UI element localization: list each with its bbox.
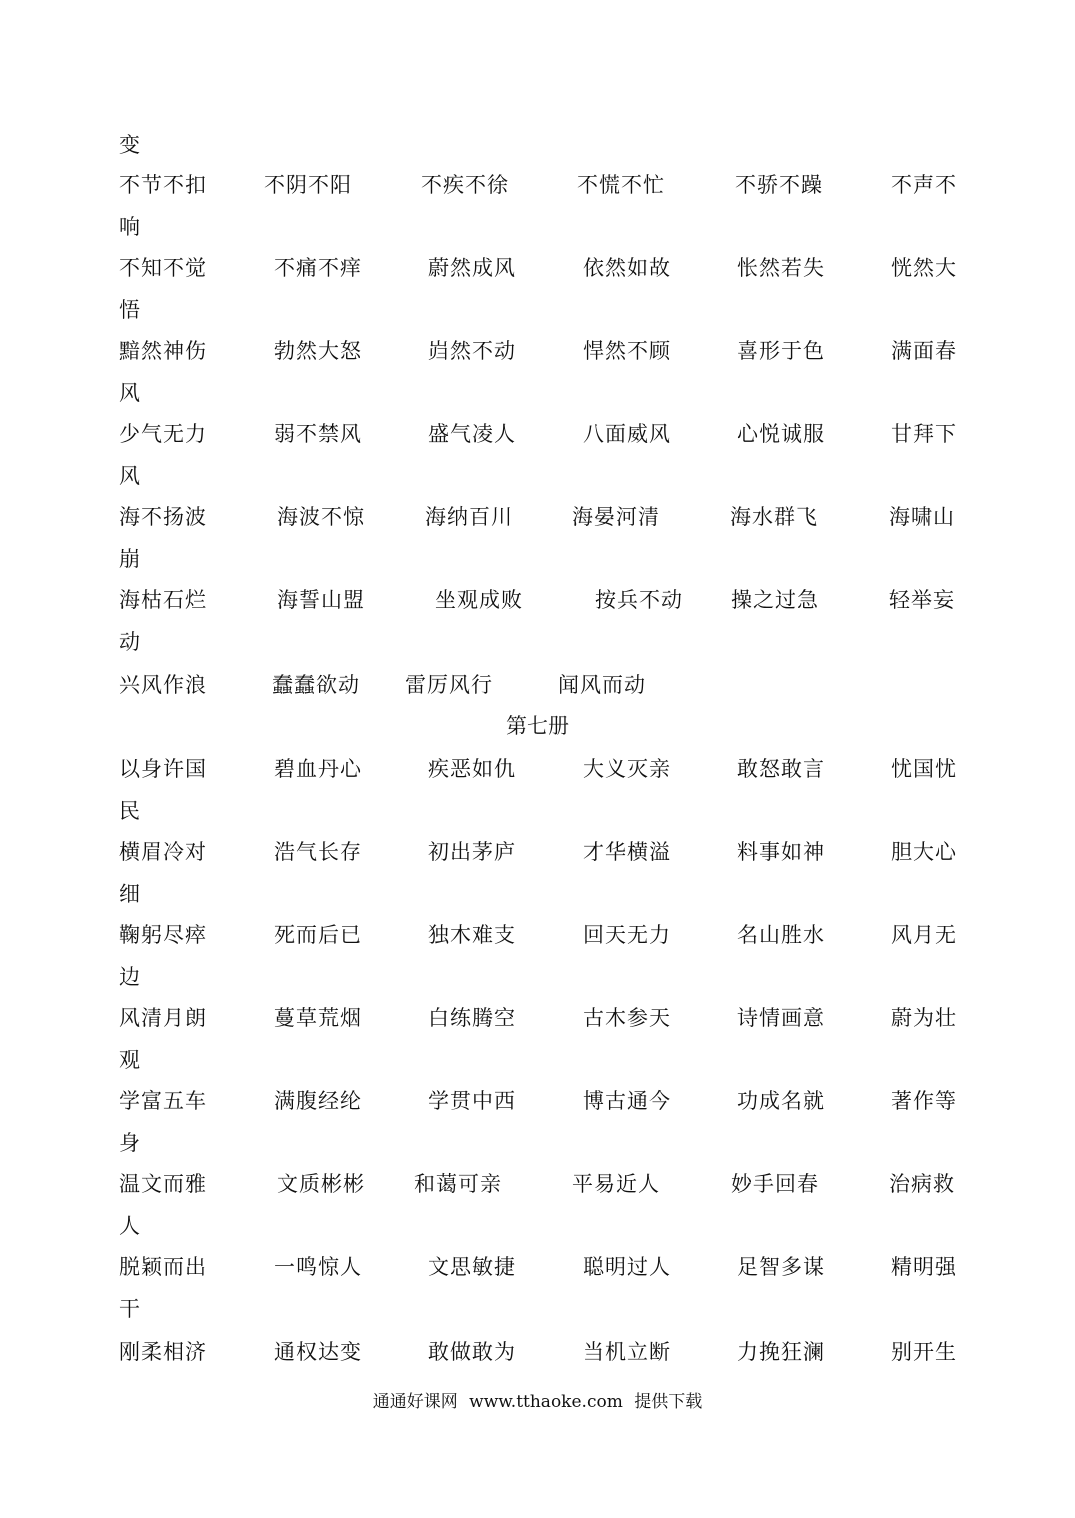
- idiom-word: 温文而雅: [119, 1172, 207, 1196]
- carry-char: 风: [119, 381, 141, 405]
- idiom-word: 海纳百川: [425, 505, 513, 529]
- footer-suffix: 提供下载: [634, 1392, 703, 1412]
- carry-line: [0, 957, 1075, 997]
- idiom-word: 敢做敢为: [428, 1340, 516, 1364]
- footer-url: www.tthaoke.com: [469, 1392, 623, 1412]
- idiom-word: 海誓山盟: [277, 588, 365, 612]
- carry-line: [0, 290, 1075, 330]
- idiom-word: 风月无: [891, 923, 957, 947]
- idiom-word: 少气无力: [119, 422, 207, 446]
- idiom-word: 不声不: [891, 173, 957, 197]
- idiom-word: 蔓草荒烟: [274, 1006, 362, 1030]
- idiom-row: [0, 248, 1075, 288]
- idiom-word: 别开生: [891, 1340, 957, 1364]
- idiom-word: 不痛不痒: [274, 256, 362, 280]
- idiom-word: 白练腾空: [428, 1006, 516, 1030]
- idiom-word: 悍然不顾: [583, 339, 671, 363]
- idiom-word: 胆大心: [891, 840, 957, 864]
- idiom-word: 文质彬彬: [277, 1172, 365, 1196]
- idiom-word: 操之过急: [731, 588, 819, 612]
- idiom-row: [0, 1247, 1075, 1287]
- idiom-word: 著作等: [891, 1089, 957, 1113]
- carry-char: 细: [119, 882, 141, 906]
- idiom-word: 海波不惊: [277, 505, 365, 529]
- carry-char: 人: [119, 1214, 141, 1238]
- idiom-word: 海不扬波: [119, 505, 207, 529]
- idiom-word: 八面威风: [583, 422, 671, 446]
- idiom-word: 敢怒敢言: [737, 757, 825, 781]
- idiom-word: 满面春: [891, 339, 957, 363]
- carry-char: 悟: [119, 298, 141, 322]
- idiom-row: [0, 749, 1075, 789]
- idiom-word: 轻举妄: [889, 588, 955, 612]
- idiom-row: [0, 1081, 1075, 1121]
- idiom-word: 疾恶如仇: [428, 757, 516, 781]
- idiom-row: [0, 998, 1075, 1038]
- idiom-word: 雷厉风行: [405, 673, 493, 697]
- page-footer: [0, 1385, 1075, 1419]
- carry-char: 动: [119, 630, 141, 654]
- idiom-word: 喜形于色: [737, 339, 825, 363]
- idiom-word: 闻风而动: [558, 673, 646, 697]
- carry-char: 身: [119, 1131, 141, 1155]
- carry-line: [0, 1289, 1075, 1329]
- idiom-word: 以身许国: [119, 757, 207, 781]
- idiom-word: 料事如神: [737, 840, 825, 864]
- idiom-word: 独木难支: [428, 923, 516, 947]
- idiom-word: 海晏河清: [572, 505, 660, 529]
- idiom-word: 海枯石烂: [119, 588, 207, 612]
- carry-char: 崩: [119, 547, 141, 571]
- idiom-word: 足智多谋: [737, 1255, 825, 1279]
- idiom-word: 不疾不徐: [421, 173, 509, 197]
- idiom-word: 蠢蠢欲动: [272, 673, 360, 697]
- carry-line: [0, 539, 1075, 579]
- idiom-word: 名山胜水: [737, 923, 825, 947]
- idiom-word: 怅然若失: [737, 256, 825, 280]
- idiom-row: [0, 915, 1075, 955]
- idiom-word: 平易近人: [572, 1172, 660, 1196]
- idiom-word: 古木参天: [583, 1006, 671, 1030]
- idiom-word: 蔚为壮: [891, 1006, 957, 1030]
- idiom-word: 和蔼可亲: [414, 1172, 502, 1196]
- idiom-word: 勃然大怒: [274, 339, 362, 363]
- idiom-word: 甘拜下: [891, 422, 957, 446]
- idiom-word: 一鸣惊人: [274, 1255, 362, 1279]
- idiom-word: 心悦诚服: [737, 422, 825, 446]
- idiom-word: 依然如故: [583, 256, 671, 280]
- idiom-word: 功成名就: [737, 1089, 825, 1113]
- idiom-word: 恍然大: [891, 256, 957, 280]
- idiom-row: [0, 165, 1075, 205]
- idiom-word: 不慌不忙: [577, 173, 665, 197]
- idiom-word: 鞠躬尽瘁: [119, 923, 207, 947]
- carry-line: [0, 207, 1075, 247]
- idiom-row: [0, 580, 1075, 620]
- carry-line: [0, 791, 1075, 831]
- idiom-word: 满腹经纶: [274, 1089, 362, 1113]
- idiom-word: 初出茅庐: [428, 840, 516, 864]
- carry-line: [0, 622, 1075, 662]
- idiom-row-last-section-1: [0, 665, 1075, 705]
- idiom-word: 文思敏捷: [428, 1255, 516, 1279]
- idiom-word: 蔚然成风: [428, 256, 516, 280]
- idiom-word: 学贯中西: [428, 1089, 516, 1113]
- carry-line: [0, 456, 1075, 496]
- carry-line: [0, 1206, 1075, 1246]
- idiom-word: 碧血丹心: [274, 757, 362, 781]
- idiom-word: 不阴不阳: [264, 173, 352, 197]
- idiom-word: 回天无力: [583, 923, 671, 947]
- idiom-word: 不节不扣: [119, 173, 207, 197]
- carry-char: 变: [119, 133, 141, 157]
- idiom-word: 刚柔相济: [119, 1340, 207, 1364]
- idiom-word: 风清月朗: [119, 1006, 207, 1030]
- carry-char: 干: [119, 1297, 141, 1321]
- idiom-word: 脱颖而出: [119, 1255, 207, 1279]
- idiom-word: 坐观成败: [435, 588, 523, 612]
- carry-char: 响: [119, 215, 141, 239]
- idiom-row: [0, 331, 1075, 371]
- idiom-word: 妙手回春: [731, 1172, 819, 1196]
- footer-site-name: 通通好课网: [372, 1392, 458, 1412]
- idiom-row: [0, 497, 1075, 537]
- idiom-word: 岿然不动: [428, 339, 516, 363]
- idiom-word: 兴风作浪: [119, 673, 207, 697]
- idiom-word: 海水群飞: [730, 505, 818, 529]
- idiom-word: 浩气长存: [274, 840, 362, 864]
- idiom-word: 弱不禁风: [274, 422, 362, 446]
- idiom-word: 诗情画意: [737, 1006, 825, 1030]
- idiom-word: 通权达变: [274, 1340, 362, 1364]
- idiom-word: 忧国忧: [891, 757, 957, 781]
- idiom-word: 死而后已: [274, 923, 362, 947]
- idiom-word: 海啸山: [889, 505, 955, 529]
- idiom-word: 不骄不躁: [735, 173, 823, 197]
- idiom-row: [0, 414, 1075, 454]
- carry-line-top: [0, 125, 1075, 165]
- carry-line: [0, 1040, 1075, 1080]
- idiom-word: 力挽狂澜: [737, 1340, 825, 1364]
- idiom-word: 学富五车: [119, 1089, 207, 1113]
- section-heading: 第七册: [506, 714, 569, 738]
- idiom-word: 博古通今: [583, 1089, 671, 1113]
- carry-line: [0, 874, 1075, 914]
- carry-char: 观: [119, 1048, 141, 1072]
- carry-char: 风: [119, 464, 141, 488]
- idiom-word: 大义灭亲: [583, 757, 671, 781]
- idiom-word: 才华横溢: [583, 840, 671, 864]
- idiom-word: 聪明过人: [583, 1255, 671, 1279]
- carry-char: 民: [119, 799, 141, 823]
- idiom-word: 横眉冷对: [119, 840, 207, 864]
- idiom-row: [0, 1164, 1075, 1204]
- carry-line: [0, 373, 1075, 413]
- idiom-word: 盛气凌人: [428, 422, 516, 446]
- idiom-row: [0, 832, 1075, 872]
- idiom-word: 当机立断: [583, 1340, 671, 1364]
- idiom-word: 治病救: [889, 1172, 955, 1196]
- idiom-word: 精明强: [891, 1255, 957, 1279]
- idiom-word: 按兵不动: [595, 588, 683, 612]
- carry-char: 边: [119, 965, 141, 989]
- idiom-word: 不知不觉: [119, 256, 207, 280]
- idiom-word: 黯然神伤: [119, 339, 207, 363]
- idiom-row-last-section-2: [0, 1332, 1075, 1372]
- carry-line: [0, 1123, 1075, 1163]
